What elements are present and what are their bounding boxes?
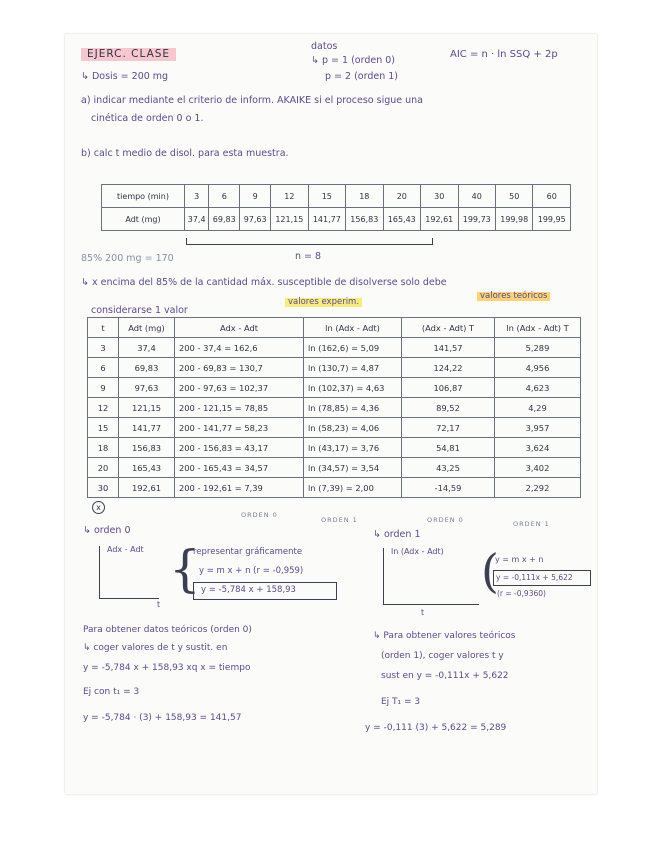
notebook-page [65,34,597,794]
orden0-rep: representar gráficamente [193,547,303,557]
section-a-line2: cinética de orden 0 o 1. [91,113,204,124]
table-header-cell: ln (Adx - Adt) [304,318,402,338]
orden0-text4: Ej con t₁ = 3 [83,687,140,697]
table-cell: 156,83 [346,208,383,231]
p1-text: ↳ p = 1 (orden 0) [311,55,395,66]
footer-orden1-b: ORDEN 1 [513,520,550,528]
table-cell: 18 [88,438,119,458]
dissolution-table [101,184,571,231]
table-row [88,318,581,338]
table-cell: 54,81 [402,438,495,458]
table-cell: 18 [346,185,383,208]
dosis-text: ↳ Dosis = 200 mg [81,71,169,82]
table-row [88,378,581,398]
table-cell: 37,4 [119,338,175,358]
orden1-eq2: y = -0,111x + 5,622 [496,573,573,582]
table-cell: ln (43,17) = 3,76 [304,438,402,458]
table-cell: 72,17 [402,418,495,438]
table-cell: 200 - 192,61 = 7,39 [175,478,304,498]
table-cell: ln (102,37) = 4,63 [304,378,402,398]
section-b-line1: b) calc t medio de disol. para esta muestra. [81,148,289,159]
table-cell: 12 [271,185,308,208]
table-cell: 89,52 [402,398,495,418]
table-cell: 165,43 [383,208,420,231]
table-cell: 12 [88,398,119,418]
table-cell: 199,73 [458,208,495,231]
table-cell: 30 [421,185,458,208]
orden0-x-axis [99,598,159,599]
table-cell: 43,25 [402,458,495,478]
table-row [88,478,581,498]
table-cell: 5,289 [495,338,581,358]
table-cell: 9 [88,378,119,398]
orden0-axis-x-label: t [157,600,161,609]
orden0-title: ↳ orden 0 [83,525,131,536]
table-cell: 121,15 [119,398,175,418]
table-cell: ln (130,7) = 4,87 [304,358,402,378]
table-cell: 4,29 [495,398,581,418]
table-cell: 6 [209,185,240,208]
table-cell: 192,61 [421,208,458,231]
table-cell: 97,63 [119,378,175,398]
table-cell: 199,98 [496,208,533,231]
orden1-axis-x-label: t [421,608,425,617]
table-cell: 141,77 [119,418,175,438]
table-cell: 4,956 [495,358,581,378]
valores-exp-label: valores experim. [285,298,362,307]
table-row [88,438,581,458]
table-cell: 141,57 [402,338,495,358]
table-header-cell: Adt (mg) [119,318,175,338]
table-cell: 200 - 121,15 = 78,85 [175,398,304,418]
pct-note: 85% 200 mg = 170 [81,253,174,264]
orden1-text4: Ej T₁ = 3 [381,697,421,707]
table-header-cell: t [88,318,119,338]
table-cell: 15 [88,418,119,438]
table-cell: ln (34,57) = 3,54 [304,458,402,478]
table-cell: 200 - 69,83 = 130,7 [175,358,304,378]
orden0-text5: y = -5,784 · (3) + 158,93 = 141,57 [83,713,242,723]
table-cell: 121,15 [271,208,308,231]
table-row [102,208,571,231]
orden0-axis-y-label: Adx - Adt [107,545,144,554]
orden1-title: ↳ orden 1 [373,529,421,540]
table-cell: 200 - 141,77 = 58,23 [175,418,304,438]
exercise-title: EJERC. CLASE [81,48,176,61]
orden0-text1: Para obtener datos teóricos (orden 0) [83,625,252,635]
p2-text: p = 2 (orden 1) [325,71,399,82]
table-header-cell: tiempo (min) [102,185,185,208]
table-cell: 3,624 [495,438,581,458]
table-cell: 200 - 156,83 = 43,17 [175,438,304,458]
table-cell: 200 - 165,43 = 34,57 [175,458,304,478]
table-cell: 6 [88,358,119,378]
orden1-axis-y-label: ln (Adx - Adt) [391,547,444,556]
circled-x: x [92,501,105,514]
table-cell: 20 [383,185,420,208]
orden1-eq3: (r = -0,9360) [497,589,546,598]
table-cell: 69,83 [119,358,175,378]
orden0-eq1: y = m x + n (r = -0,959) [199,566,304,576]
n-label: n = 8 [295,251,322,262]
table-cell: ln (7,39) = 2,00 [304,478,402,498]
table-cell: 3,402 [495,458,581,478]
table-cell: 30 [88,478,119,498]
table-cell: 124,22 [402,358,495,378]
table-cell: 20 [88,458,119,478]
note-line2: considerarse 1 valor [91,305,188,316]
table-cell: 3 [185,185,209,208]
section-a-line1: a) indicar mediante el criterio de inform. AKAIKE si el proceso sigue una [81,95,423,106]
orden1-text5: y = -0,111 (3) + 5,622 = 5,289 [365,723,507,733]
table-cell: 97,63 [240,208,271,231]
table-cell: 156,83 [119,438,175,458]
n-bracket-left [186,238,187,245]
footer-orden1-a: ORDEN 1 [321,516,358,524]
table-header-cell: (Adx - Adt) T [402,318,495,338]
table-cell: 60 [533,185,571,208]
orden1-y-axis [383,548,384,604]
table-cell: 3,957 [495,418,581,438]
table-cell: 199,95 [533,208,571,231]
table-cell: 15 [308,185,345,208]
orden1-eq1: y = m x + n [495,555,544,564]
orden0-text2: ↳ coger valores de t y sustit. en [83,643,228,653]
orden1-brace: ( [481,544,499,598]
table-cell: 9 [240,185,271,208]
table-cell: 165,43 [119,458,175,478]
footer-orden0-b: ORDEN 0 [427,516,464,524]
table-cell: 69,83 [209,208,240,231]
valores-teo-label: valores teóricos [477,292,550,301]
datos-label: datos [311,41,338,52]
note-line1: ↳ x encima del 85% de la cantidad máx. susceptible de disolverse solo debe [81,277,447,288]
table-cell: 192,61 [119,478,175,498]
table-cell: 40 [458,185,495,208]
orden1-x-axis [383,604,479,605]
table-cell: 3 [88,338,119,358]
table-header-cell: Adt (mg) [102,208,185,231]
orden0-brace: { [169,540,201,598]
table-cell: ln (58,23) = 4,06 [304,418,402,438]
orden1-text1: ↳ Para obtener valores teóricos [373,631,516,641]
orden1-text2: (orden 1), coger valores t y [381,651,504,661]
table-cell: 2,292 [495,478,581,498]
table-cell: 37,4 [185,208,209,231]
orden0-y-axis [99,546,100,598]
orden0-text3: y = -5,784 x + 158,93 xq x = tiempo [83,663,251,673]
footer-orden0-a: ORDEN 0 [241,511,278,519]
table-row [88,458,581,478]
table-row [88,338,581,358]
n-bracket [186,244,432,245]
table-header-cell: Adx - Adt [175,318,304,338]
table-header-cell: ln (Adx - Adt) T [495,318,581,338]
table-cell: ln (162,6) = 5,09 [304,338,402,358]
table-cell: ln (78,85) = 4,36 [304,398,402,418]
table-row [88,398,581,418]
table-row [88,358,581,378]
table-cell: 106,87 [402,378,495,398]
calculation-table [87,317,581,498]
table-cell: 4,623 [495,378,581,398]
table-cell: 141,77 [308,208,345,231]
table-cell: 200 - 37,4 = 162,6 [175,338,304,358]
table-cell: 200 - 97,63 = 102,37 [175,378,304,398]
orden1-text3: sust en y = -0,111x + 5,622 [381,671,509,681]
aic-formula: AIC = n · ln SSQ + 2p [450,49,558,60]
table-cell: -14,59 [402,478,495,498]
n-bracket-right [432,238,433,245]
table-cell: 50 [496,185,533,208]
table-row [102,185,571,208]
orden0-eq2: y = -5,784 x + 158,93 [201,585,296,595]
table-row [88,418,581,438]
